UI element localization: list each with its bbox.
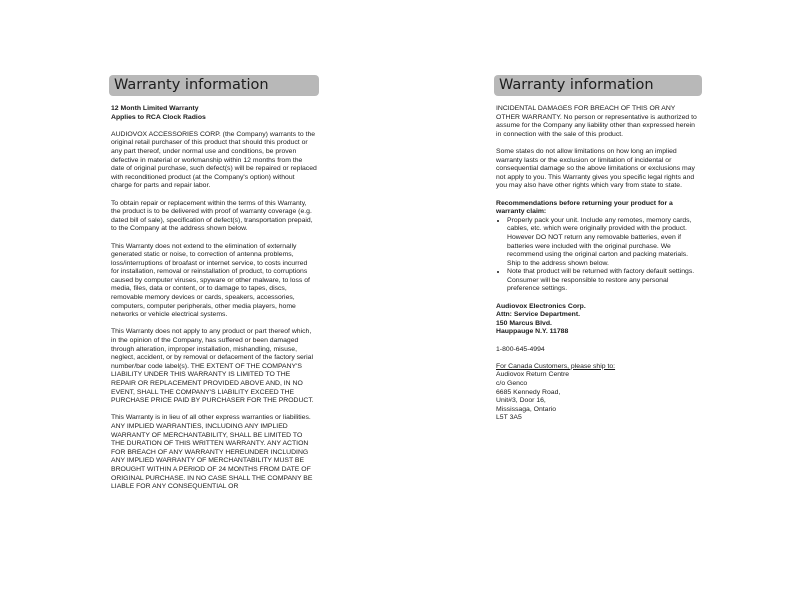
phone-number: 1-800-645-4994 bbox=[496, 345, 545, 353]
address-line: Audiovox Return Centre bbox=[496, 371, 570, 379]
address-line: Unit#3, Door 16, bbox=[496, 397, 546, 405]
list-item: • Note that product will be returned with factory default settings. Consumer will be responsible to restore any personal preference settings. bbox=[507, 268, 700, 294]
paragraph-state-rights: Some states do not allow limitations on how long an implied warranty lasts or the exclusion or limitation of incidental or consequential damage so the above limitations or exclusions may not apply to you. This Warranty gives you specific legal rights and you may also have other rights which vary from state to state. bbox=[496, 147, 695, 190]
left-content bbox=[109, 105, 319, 492]
recommendations-list bbox=[496, 217, 700, 294]
paragraph-implied-warranties: This Warranty is in lieu of all other express warranties or liabilities. ANY IMPLIED WARRANTIES, INCLUDING ANY IMPLIED WARRANTY OF MERCHANTABILITY, SHALL BE LIMITED TO THE DURATION OF THIS WRITTEN WARRANTY. ANY ACTION FOR BREACH OF ANY WARRANTY HEREUNDER INCLUDING ANY IMPLIED WARRANTY OF MERCHANTABILITY MUST BE BROUGHT WITHIN A PERIOD OF 24 MONTHS FROM DATE OF ORIGINAL PURCHASE. IN NO CASE SHALL THE COMPANY BE LIABLE FOR ANY CONSEQUENTIAL OR bbox=[111, 414, 313, 491]
address-line: c/o Genco bbox=[496, 380, 528, 387]
address-line: Hauppauge N.Y. 11788 bbox=[496, 328, 569, 336]
list-item: • Properly pack your unit. Include any remotes, memory cards, cables, etc. which were originally provided with the product. However DO NOT return any removable batteries, even if batteries were included with the original purchase. We recommend using the original carton and packing materials. Ship to the address shown below. bbox=[507, 217, 700, 269]
paragraph-incidental-damages: INCIDENTAL DAMAGES FOR BREACH OF THIS OR ANY OTHER WARRANTY. No person or representative is authorized to assume for the Company any liability other than expressed herein in connection with the sale of this product. bbox=[496, 105, 697, 138]
right-page bbox=[494, 75, 702, 432]
address-line: 150 Marcus Blvd. bbox=[496, 319, 552, 327]
address-line: 6685 Kennedy Road, bbox=[496, 388, 561, 396]
left-page bbox=[109, 75, 319, 500]
address-line: Mississaga, Ontario bbox=[496, 405, 557, 413]
paragraph-repair-procedure: To obtain repair or replacement within the terms of this Warranty, the product is to be delivered with proof of warranty coverage (e.g. dated bill of sale), specification of defect(s), transportation prepaid, to the Company at the address shown below. bbox=[111, 199, 313, 233]
paragraph-liability: This Warranty does not apply to any product or part thereof which, in the opinion of the Company, has suffered or been damaged through alteration, improper installation, mishandling, misuse, neglect, accident, or by removal or defacement of the factory serial number/bar code label(s). THE EXTENT OF THE COMPANY'S LIABILITY UNDER THIS WARRANTY IS LIMITED TO THE REPAIR OR REPLACEMENT PROVIDED ABOVE AND, IN NO EVENT, SHALL THE COMPANY'S LIABILITY EXCEED THE PURCHASE PRICE PAID BY PURCHASER FOR THE PRODUCT. bbox=[111, 328, 314, 405]
address-line: L5T 3A5 bbox=[496, 414, 522, 422]
address-line: Attn: Service Department. bbox=[496, 311, 581, 319]
paragraph-warranty-terms: AUDIOVOX ACCESSORIES CORP. (the Company) warrants to the original retail purchaser of this product that should this product or any part thereof, under normal use and conditions, be proven defective in material or workmanship within 12 months from the date of original purchase, such defect(s) will be repaired or replaced with reconditioned product (at the Company's option) without charge for parts and repair labor. bbox=[111, 130, 317, 190]
paragraph-exclusions: This Warranty does not extend to the elimination of externally generated static or noise, to correction of antenna problems, loss/interruptions of broafast or internet service, to costs incurred for installation, removal or reinstallation of product, to corruptions caused by computer viruses, spyware or other malware, to loss of media, files, data or content, or to damage to tapes, discs, removable memory devices or cards, speakers, accessories, computers, computer peripherals, other media players, home networks or vehicle electrical systems. bbox=[111, 242, 310, 319]
warranty-heading-line1: 12 Month Limited Warranty bbox=[111, 105, 199, 112]
canada-heading: For Canada Customers, please ship to: bbox=[496, 362, 616, 370]
section-banner: Warranty information bbox=[494, 75, 702, 96]
recommendations-heading: Recommendations before returning your product for a warranty claim: bbox=[496, 199, 673, 216]
warranty-heading bbox=[111, 105, 317, 122]
address-line: Audiovox Electronics Corp. bbox=[496, 302, 586, 310]
warranty-heading-line2: Applies to RCA Clock Radios bbox=[111, 113, 206, 121]
section-banner: Warranty information bbox=[109, 75, 319, 96]
service-address bbox=[496, 303, 700, 337]
canada-address bbox=[496, 363, 700, 423]
right-content bbox=[494, 105, 702, 423]
